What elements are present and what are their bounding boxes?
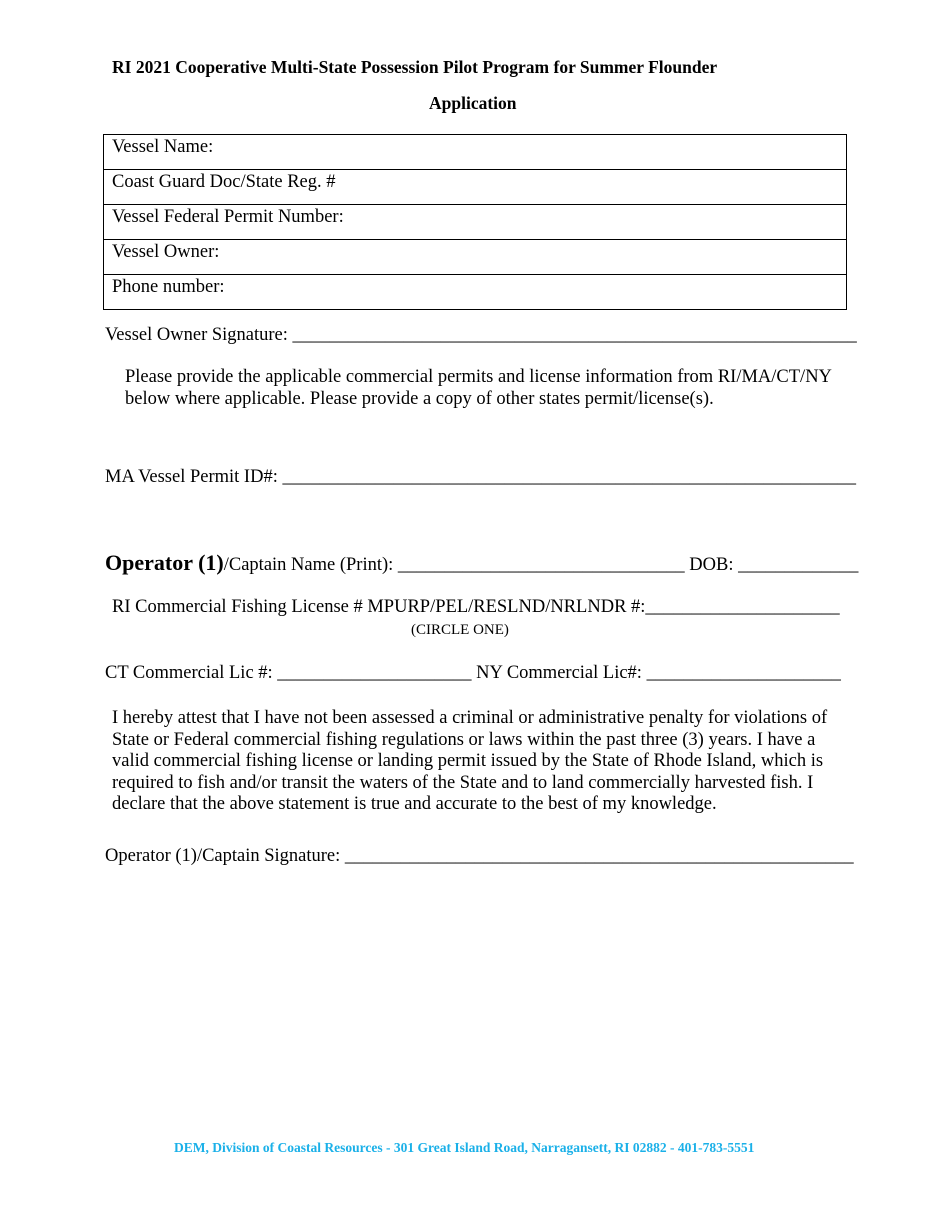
phone-number-row[interactable] (104, 275, 847, 310)
attestation-paragraph (112, 708, 827, 816)
vessel-owner-row[interactable] (104, 240, 847, 275)
circle-one-note: (CIRCLE ONE) (411, 622, 509, 638)
phone-number-label: Phone number: (104, 275, 847, 310)
operator-signature-label: Operator (1)/Captain Signature: (105, 846, 345, 866)
footer-address: DEM, Division of Coastal Resources - 301 Great Island Road, Narragansett, RI 02882 - 401-783-5551 (174, 1140, 755, 1155)
vessel-name-label: Vessel Name: (104, 135, 847, 170)
operator-signature-field[interactable]: _______________________________________________________ (344, 846, 854, 866)
attestation-line: valid commercial fishing license or landing permit issued by the State of Rhode Island, which is (112, 751, 824, 771)
operator-signature-line (105, 846, 854, 867)
vessel-info-table (103, 134, 847, 310)
page-subtitle: Application (429, 93, 517, 113)
vessel-owner-label: Vessel Owner: (104, 240, 847, 275)
coast-guard-doc-row[interactable] (104, 170, 847, 205)
captain-name-field[interactable]: _______________________________ (397, 555, 685, 575)
attestation-line: I hereby attest that I have not been assessed a criminal or administrative penalty for violations of (112, 708, 828, 728)
ma-permit-field[interactable]: ______________________________________________________________ (282, 467, 856, 487)
owner-signature-line (105, 325, 857, 346)
attestation-line: declare that the above statement is true and accurate to the best of my knowledge. (112, 794, 717, 814)
dob-field[interactable]: _____________ (738, 555, 859, 575)
permits-instruction (125, 367, 832, 410)
vessel-name-row[interactable] (104, 135, 847, 170)
ma-permit-label: MA Vessel Permit ID#: (105, 467, 283, 487)
owner-signature-field[interactable]: _____________________________________________________________ (292, 325, 857, 345)
ct-license-label: CT Commercial Lic #: (105, 663, 278, 683)
permits-instruction-line: below where applicable. Please provide a copy of other states permit/license(s). (125, 388, 714, 409)
ri-license-label: RI Commercial Fishing License # MPURP/PEL/RESLND/NRLNDR #: (112, 597, 646, 617)
permits-instruction-line: Please provide the applicable commercial permits and license information from RI/MA/CT/NY (125, 367, 832, 387)
ri-license-field[interactable]: _____________________ (645, 597, 840, 617)
coast-guard-doc-label: Coast Guard Doc/State Reg. # (104, 170, 847, 205)
operator-heading: Operator (1) (105, 550, 224, 575)
captain-name-label: /Captain Name (Print): (223, 555, 398, 575)
operator-line (105, 550, 858, 576)
ct-ny-license-line (105, 663, 841, 684)
page-title: RI 2021 Cooperative Multi-State Possession Pilot Program for Summer Flounder (112, 57, 718, 77)
attestation-line: required to fish and/or transit the waters of the State and to land commercially harvested fish. I (112, 772, 814, 793)
federal-permit-label: Vessel Federal Permit Number: (104, 205, 847, 240)
dob-label: DOB: (684, 555, 739, 575)
ny-license-label: NY Commercial Lic#: (471, 663, 647, 683)
federal-permit-row[interactable] (104, 205, 847, 240)
ri-license-line (112, 597, 840, 618)
ct-license-field[interactable]: _____________________ (277, 663, 472, 683)
attestation-line: State or Federal commercial fishing regulations or laws within the past three (3) years. I have a (112, 729, 816, 750)
ny-license-field[interactable]: _____________________ (646, 663, 841, 683)
owner-signature-label: Vessel Owner Signature: (105, 325, 293, 345)
ma-permit-line (105, 467, 856, 488)
